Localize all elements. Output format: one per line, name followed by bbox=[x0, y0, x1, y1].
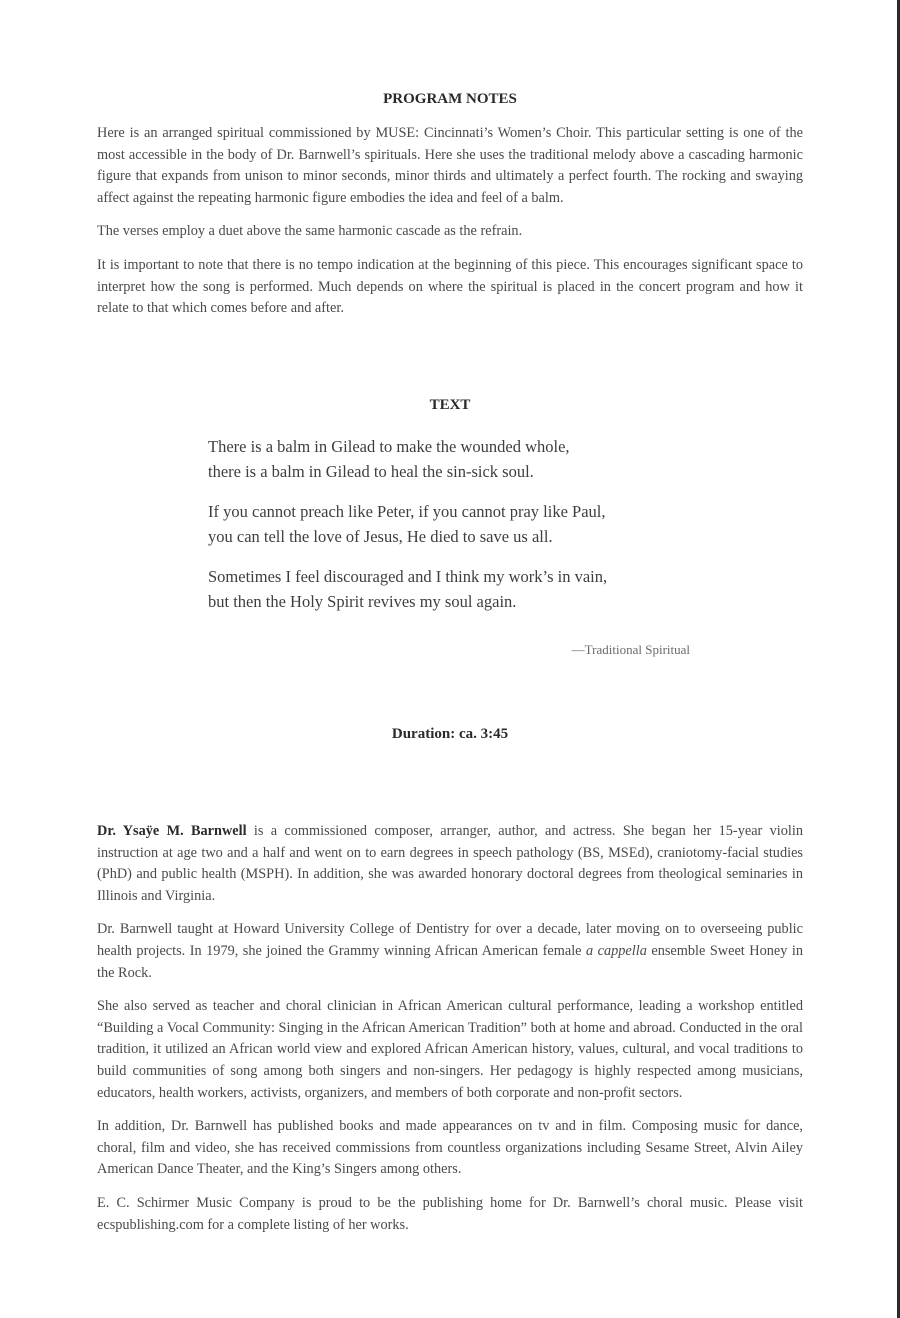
stanza bbox=[208, 434, 708, 484]
composer-bio bbox=[97, 821, 803, 1248]
bio-paragraph bbox=[97, 821, 803, 907]
bio-paragraph: E. C. Schirmer Music Company is proud to be the publishing home for Dr. Barnwell’s choral music. Please visit ecspublishing.com for a complete listing of her works. bbox=[97, 1194, 803, 1233]
program-notes-paragraph: The verses employ a duet above the same harmonic cascade as the refrain. bbox=[97, 223, 523, 240]
program-notes-paragraph: Here is an arranged spiritual commissioned by MUSE: Cincinnati’s Women’s Choir. This particular setting is one of the most accessible in the body of Dr. Barnwell’s spirituals. Here she uses the traditional melody above a cascading harmonic figure that expands from unison to minor seconds, minor thirds and ultimately a perfect fourth. The rocking and swaying affect against the repeating harmonic figure embodies the idea and feel of a balm. bbox=[97, 125, 803, 206]
lyric-line: but then the Holy Spirit revives my soul again. bbox=[208, 592, 517, 611]
lyric-line: There is a balm in Gilead to make the wounded whole, bbox=[208, 437, 570, 456]
lyric-line: there is a balm in Gilead to heal the sin-sick soul. bbox=[208, 462, 534, 481]
program-notes bbox=[97, 123, 803, 332]
text-attribution: —Traditional Spiritual bbox=[571, 642, 690, 657]
text-title: TEXT bbox=[429, 397, 471, 413]
bio-text: Dr. Barnwell taught at Howard University College of Dentistry for over a decade, later moving on to overseeing public health projects. In 1979, she joined the Grammy winning African American female bbox=[97, 921, 803, 959]
stanza bbox=[208, 499, 708, 549]
composer-name: Dr. Ysaÿe M. Barnwell bbox=[97, 823, 247, 839]
duration: Duration: ca. 3:45 bbox=[391, 726, 509, 742]
bio-paragraph: She also served as teacher and choral clinician in African American cultural performance, leading a workshop entitled “Building a Vocal Community: Singing in the African American Tradition” both at home and abroad. Conducted in the oral tradition, it utilized an African world view and explored African American history, values, cultural, and vocal traditions to build communities of song among both singers and non-singers. Her pedagogy is highly respected among musicians, educators, health workers, activists, organizers, and members of both corporate and non-profit sectors. bbox=[97, 998, 803, 1101]
lyric-line: you can tell the love of Jesus, He died to save us all. bbox=[208, 527, 553, 546]
bio-text-italic: a cappella bbox=[586, 942, 647, 959]
song-text bbox=[208, 434, 708, 629]
bio-paragraph: In addition, Dr. Barnwell has published books and made appearances on tv and in film. Composing music for dance, choral, film and video, she has received commissions from countless organizations including Sesame Street, Alvin Ailey American Dance Theater, and the King’s Singers among others. bbox=[97, 1118, 803, 1178]
bio-text: is a commissioned composer, arranger, author, and actress. She began her 15-year violin instruction at age two and a half and went on to earn degrees in speech pathology (BS, MSEd), craniotomy-facial studies (PhD) and public health (MSPH). In addition, she was awarded honorary doctoral degrees from theological seminaries in Illinois and Virginia. bbox=[97, 823, 803, 904]
program-notes-paragraph: It is important to note that there is no tempo indication at the beginning of this piece. This encourages significant space to interpret how the song is performed. Much depends on where the spiritual is placed in the concert program and how it relate to that which comes before and after. bbox=[97, 256, 803, 317]
stanza bbox=[208, 564, 708, 614]
lyric-line: Sometimes I feel discouraged and I think my work’s in vain, bbox=[208, 567, 608, 586]
bio-paragraph bbox=[97, 919, 803, 984]
bio-text: ensemble Sweet Honey in the Rock. bbox=[97, 942, 803, 981]
program-notes-title: PROGRAM NOTES bbox=[383, 91, 517, 107]
lyric-line: If you cannot preach like Peter, if you cannot pray like Paul, bbox=[208, 502, 606, 521]
